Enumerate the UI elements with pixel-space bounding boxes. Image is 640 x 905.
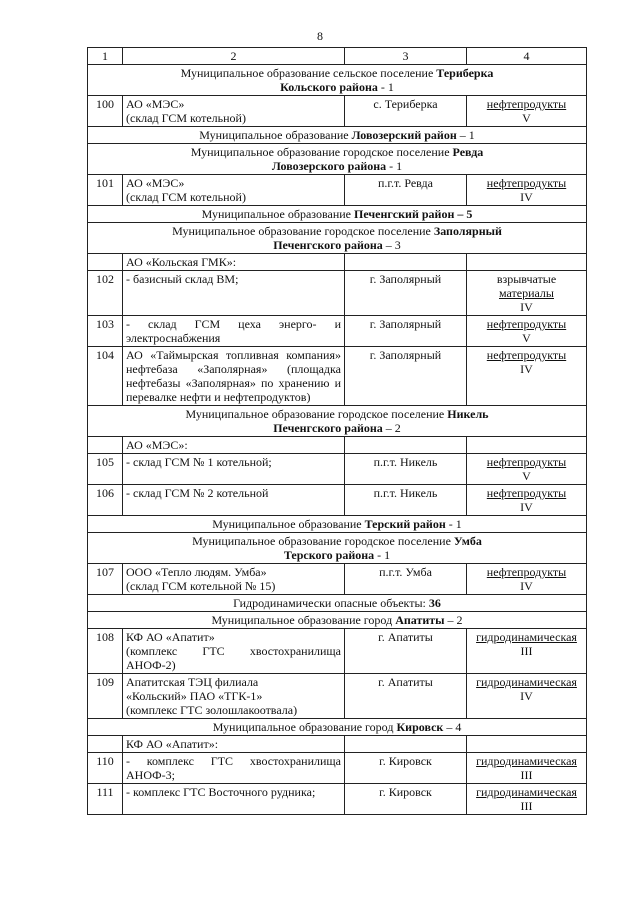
hazard-category: нефтепродукты IV <box>467 564 587 595</box>
section-hydro-total: Гидродинамически опасные объекты: 36 <box>88 595 587 612</box>
object-location: п.г.т. Никель <box>345 454 467 485</box>
section-row <box>88 65 587 96</box>
section-row <box>88 719 587 736</box>
section-row <box>88 223 587 254</box>
table-row <box>88 784 587 815</box>
table-row <box>88 454 587 485</box>
table-row <box>88 96 587 127</box>
organization-name: АО «МЭС»: <box>123 437 345 454</box>
object-name: - базисный склад ВМ; <box>123 271 345 316</box>
object-name: - склад ГСМ № 2 котельной <box>123 485 345 516</box>
col-4-header: 4 <box>467 48 587 65</box>
section-pechenga-district: Муниципальное образование Печенгский район – 5 <box>88 206 587 223</box>
page-number: 8 <box>317 29 323 43</box>
object-location: г. Апатиты <box>345 674 467 719</box>
table-row <box>88 271 587 316</box>
hazard-category: нефтепродукты V <box>467 316 587 347</box>
section-count: - 1 <box>377 80 394 94</box>
empty-cell <box>88 437 123 454</box>
row-number: 105 <box>88 454 123 485</box>
object-location: п.г.т. Умба <box>345 564 467 595</box>
section-row <box>88 144 587 175</box>
section-row <box>88 595 587 612</box>
object-location: г. Кировск <box>345 784 467 815</box>
object-name: - склад ГСМ цеха энерго- и электроснабжения <box>123 316 345 347</box>
section-row <box>88 516 587 533</box>
row-number: 101 <box>88 175 123 206</box>
section-text: Муниципальное образование сельское поселение <box>180 66 437 80</box>
object-location: п.г.т. Никель <box>345 485 467 516</box>
section-tersky-district: Муниципальное образование Терский район - 1 <box>88 516 587 533</box>
row-number: 107 <box>88 564 123 595</box>
section-district: Кольского района <box>280 80 378 94</box>
hazardous-objects-table <box>87 47 587 815</box>
section-row <box>88 533 587 564</box>
org-row <box>88 736 587 753</box>
section-kirovsk: Муниципальное образование город Кировск – 4 <box>88 719 587 736</box>
section-zapolyarny: Муниципальное образование городское поселение Заполярный Печенгского района – 3 <box>88 223 587 254</box>
object-location: г. Заполярный <box>345 271 467 316</box>
empty-cell <box>467 254 587 271</box>
table-row <box>88 753 587 784</box>
object-location: г. Заполярный <box>345 316 467 347</box>
empty-cell <box>467 437 587 454</box>
hazard-category: гидродинамическая IV <box>467 674 587 719</box>
object-location: с. Териберка <box>345 96 467 127</box>
table-row <box>88 175 587 206</box>
row-number: 110 <box>88 753 123 784</box>
hazard-category: гидродинамическая III <box>467 784 587 815</box>
organization-name: АО «Кольская ГМК»: <box>123 254 345 271</box>
hazard-category: нефтепродукты IV <box>467 485 587 516</box>
row-number: 109 <box>88 674 123 719</box>
table-row <box>88 316 587 347</box>
object-location: г. Кировск <box>345 753 467 784</box>
empty-cell <box>467 736 587 753</box>
object-location: п.г.т. Ревда <box>345 175 467 206</box>
object-name: АО «Таймырская топливная компания» нефтебаза «Заполярная» (площадка нефтебазы «Заполярная» по хранению и перевалке нефти и нефтепродуктов) <box>123 347 345 406</box>
row-number: 102 <box>88 271 123 316</box>
col-3-header: 3 <box>345 48 467 65</box>
empty-cell <box>345 437 467 454</box>
object-location: г. Апатиты <box>345 629 467 674</box>
object-name: - комплекс ГТС Восточного рудника; <box>123 784 345 815</box>
row-number: 111 <box>88 784 123 815</box>
column-number-row <box>88 48 587 65</box>
table-row <box>88 629 587 674</box>
section-apatity: Муниципальное образование город Апатиты – 2 <box>88 612 587 629</box>
hazard-category: нефтепродукты V <box>467 96 587 127</box>
row-number: 108 <box>88 629 123 674</box>
empty-cell <box>88 254 123 271</box>
row-number: 100 <box>88 96 123 127</box>
object-location: г. Заполярный <box>345 347 467 406</box>
object-name: - склад ГСМ № 1 котельной; <box>123 454 345 485</box>
hazard-category: нефтепродукты IV <box>467 347 587 406</box>
section-nikel: Муниципальное образование городское поселение Никель Печенгского района – 2 <box>88 406 587 437</box>
section-name: Териберка <box>436 66 494 80</box>
object-name: АО «МЭС» (склад ГСМ котельной) <box>123 96 345 127</box>
section-umba: Муниципальное образование городское поселение Умба Терского района - 1 <box>88 533 587 564</box>
hazard-category: гидродинамическая III <box>467 629 587 674</box>
section-row <box>88 612 587 629</box>
section-lovozero-district: Муниципальное образование Ловозерский район – 1 <box>88 127 587 144</box>
section-teriberka <box>88 65 587 96</box>
hazard-category: взрывчатые материалы IV <box>467 271 587 316</box>
org-row <box>88 437 587 454</box>
empty-cell <box>88 736 123 753</box>
section-row <box>88 406 587 437</box>
organization-name: КФ АО «Апатит»: <box>123 736 345 753</box>
section-revda: Муниципальное образование городское поселение Ревда Ловозерского района - 1 <box>88 144 587 175</box>
object-name: Апатитская ТЭЦ филиала «Кольский» ПАО «ТГК-1» (комплекс ГТС золошлакоотвала) <box>123 674 345 719</box>
table-row <box>88 674 587 719</box>
col-1-header: 1 <box>88 48 123 65</box>
section-row <box>88 127 587 144</box>
org-row <box>88 254 587 271</box>
hazard-category: нефтепродукты IV <box>467 175 587 206</box>
col-2-header: 2 <box>123 48 345 65</box>
table-row <box>88 564 587 595</box>
table-row <box>88 485 587 516</box>
table-row <box>88 347 587 406</box>
hazard-category: гидродинамическая III <box>467 753 587 784</box>
row-number: 106 <box>88 485 123 516</box>
section-row <box>88 206 587 223</box>
row-number: 104 <box>88 347 123 406</box>
object-name: АО «МЭС» (склад ГСМ котельной) <box>123 175 345 206</box>
object-name: - комплекс ГТС хвостохранилища АНОФ-3; <box>123 753 345 784</box>
empty-cell <box>345 254 467 271</box>
hazard-category: нефтепродукты V <box>467 454 587 485</box>
empty-cell <box>345 736 467 753</box>
object-name: ООО «Тепло людям. Умба» (склад ГСМ котельной № 15) <box>123 564 345 595</box>
object-name: КФ АО «Апатит» (комплекс ГТС хвостохранилища АНОФ-2) <box>123 629 345 674</box>
row-number: 103 <box>88 316 123 347</box>
